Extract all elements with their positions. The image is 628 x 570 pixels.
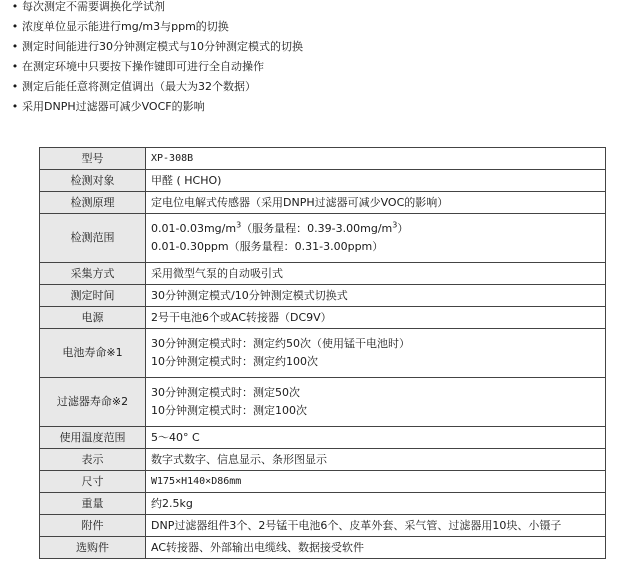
table-row	[40, 329, 606, 378]
table-row	[40, 378, 606, 427]
bullet-icon: •	[11, 100, 19, 113]
row-label: 选购件	[40, 537, 146, 559]
table-row	[40, 515, 606, 537]
table-row	[40, 170, 606, 192]
row-label: 检测原理	[40, 192, 146, 214]
row-value: 30分钟测定模式时：测定50次 10分钟测定模式时：测定100次	[146, 378, 606, 427]
range-line-2: 0.01-0.30ppm（服务量程：0.31-3.00ppm）	[151, 240, 384, 253]
row-value: AC转接器、外部输出电缆线、数据接受软件	[146, 537, 606, 559]
feature-item: • 每次测定不需要调换化学试剂	[8, 0, 303, 17]
range-line-1: $0.01-0.03mg/m^3$（服务量程：$0.39-3.00mg/m^3$）	[151, 220, 409, 235]
table-row	[40, 263, 606, 285]
row-label: 电源	[40, 307, 146, 329]
bullet-icon: •	[11, 60, 19, 73]
row-label: 尺寸	[40, 471, 146, 493]
table-row	[40, 471, 606, 493]
bullet-icon: •	[11, 40, 19, 53]
row-value: 采用微型气泵的自动吸引式	[146, 263, 606, 285]
bullet-icon: •	[11, 20, 19, 33]
row-label: 采集方式	[40, 263, 146, 285]
row-label: 电池寿命※1	[40, 329, 146, 378]
row-label: 检测范围	[40, 214, 146, 263]
row-value: 30分钟测定模式/10分钟测定模式切换式	[146, 285, 606, 307]
table-row	[40, 148, 606, 170]
row-value: 甲醛 ( HCHO)	[146, 170, 606, 192]
row-label: 使用温度范围	[40, 427, 146, 449]
row-value: 定电位电解式传感器（采用DNPH过滤器可减少VOC的影响）	[146, 192, 606, 214]
feature-item: • 测定时间能进行30分钟测定模式与10分钟测定模式的切换	[8, 37, 303, 57]
table-row	[40, 307, 606, 329]
row-value: 30分钟测定模式时：测定约50次（使用锰干电池时） 10分钟测定模式时：测定约100次	[146, 329, 606, 378]
row-label: 重量	[40, 493, 146, 515]
row-value: XP-308B	[146, 148, 606, 170]
table-row	[40, 427, 606, 449]
spec-table	[39, 147, 606, 559]
feature-item: • 浓度单位显示能进行mg/m3与ppm的切换	[8, 17, 303, 37]
table-row	[40, 285, 606, 307]
row-value: 数字式数字、信息显示、条形图显示	[146, 449, 606, 471]
row-value: DNP过滤器组件3个、2号锰干电池6个、皮革外套、采气管、过滤器用10块、小镊子	[146, 515, 606, 537]
feature-list	[8, 0, 303, 117]
row-value: W175×H140×D86mm	[146, 471, 606, 493]
row-label: 表示	[40, 449, 146, 471]
row-label: 检测对象	[40, 170, 146, 192]
row-value: 5～40° C	[146, 427, 606, 449]
table-row	[40, 537, 606, 559]
table-row	[40, 214, 606, 263]
table-row	[40, 192, 606, 214]
row-label: 测定时间	[40, 285, 146, 307]
feature-item: • 测定后能任意将测定值调出（最大为32个数据）	[8, 77, 303, 97]
feature-item: • 在测定环境中只要按下操作键即可进行全自动操作	[8, 57, 303, 77]
feature-item: • 采用DNPH过滤器可减少VOCF的影响	[8, 97, 303, 117]
table-row	[40, 449, 606, 471]
row-label: 型号	[40, 148, 146, 170]
row-value	[146, 214, 606, 263]
row-label: 附件	[40, 515, 146, 537]
bullet-icon: •	[11, 0, 19, 13]
table-row	[40, 493, 606, 515]
row-label: 过滤器寿命※2	[40, 378, 146, 427]
bullet-icon: •	[11, 80, 19, 93]
row-value: 2号干电池6个或AC转接器（DC9V）	[146, 307, 606, 329]
row-value: 约2.5kg	[146, 493, 606, 515]
